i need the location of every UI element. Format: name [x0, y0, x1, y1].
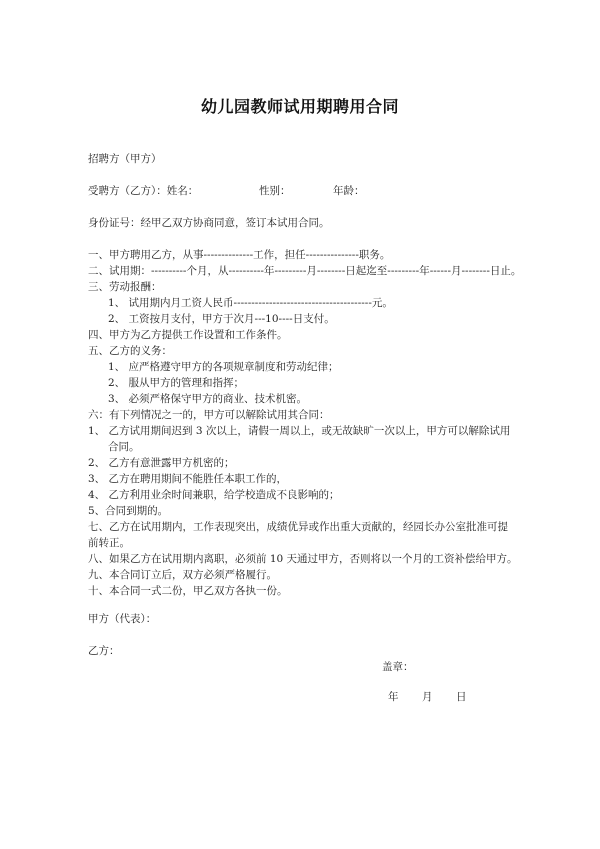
- clause-3-1: 1、 试用期内月工资人民币---------------------------------------元。: [108, 297, 393, 309]
- date-month-label: 月: [422, 691, 433, 703]
- date-day-label: 日: [456, 691, 467, 703]
- clause-3: 三、劳动报酬：: [88, 281, 162, 293]
- employer-line: 招聘方（甲方）: [88, 153, 162, 165]
- clause-5-1: 1、 应严格遵守甲方的各项规章制度和劳动纪律；: [108, 361, 339, 373]
- date-year-label: 年: [388, 691, 399, 703]
- employee-gender-label: 性别：: [259, 185, 291, 197]
- clause-10: 十、本合同一式二份，甲乙双方各执一份。: [88, 585, 288, 597]
- clause-3-2: 2、 工资按月支付，甲方于次月---10----日支付。: [108, 313, 335, 325]
- clause-7: 七、乙方在试用期内，工作表现突出，成绩优异或作出重大贡献的，经园长办公室批准可提: [88, 521, 508, 533]
- employee-age-label: 年龄：: [333, 185, 365, 197]
- clause-2: 二、试用期：----------个月，从----------年---------月--------日起迄至---------年------月--------日止。: [88, 265, 522, 277]
- party-b-signature-label: 乙方：: [88, 645, 120, 657]
- document-title: 幼儿园教师试用期聘用合同: [200, 97, 399, 116]
- clause-6-5: 5、合同到期的。: [88, 505, 169, 517]
- clause-4: 四、甲方为乙方提供工作设置和工作条件。: [88, 329, 288, 341]
- employee-name-line: 受聘方（乙方）：姓名：: [88, 185, 199, 197]
- clause-5: 五、乙方的义务：: [88, 345, 172, 357]
- clause-5-3: 3、 必须严格保守甲方的商业、技术机密。: [108, 393, 308, 405]
- id-number-line: 身份证号：经甲乙双方协商同意，签订本试用合同。: [88, 217, 330, 229]
- party-a-signature-label: 甲方（代表）：: [88, 613, 157, 625]
- clause-6-2: 2、 乙方有意泄露甲方机密的；: [88, 457, 235, 469]
- clause-5-2: 2、 服从甲方的管理和指挥；: [108, 377, 245, 389]
- clause-1: 一、甲方聘用乙方，从事--------------工作，担任---------------职务。: [88, 249, 391, 261]
- seal-label: 盖章：: [382, 661, 414, 673]
- clause-6-1-continued: 合同。: [108, 441, 140, 453]
- clause-9: 九、本合同订立后，双方必须严格履行。: [88, 569, 277, 581]
- clause-6-1: 1、 乙方试用期间迟到 3 次以上，请假一周以上，或无故缺旷一次以上，甲方可以解除试用: [88, 425, 511, 437]
- clause-6: 六：有下列情况之一的，甲方可以解除试用其合同：: [88, 409, 330, 421]
- clause-8: 八、如果乙方在试用期内离职，必须前 10 天通过甲方，否则将以一个月的工资补偿给甲方。: [88, 553, 518, 565]
- clause-6-4: 4、 乙方利用业余时间兼职，给学校造成不良影响的；: [88, 489, 340, 501]
- clause-7-continued: 前转正。: [88, 537, 130, 549]
- clause-6-3: 3、 乙方在聘用期间不能胜任本职工作的，: [88, 473, 288, 485]
